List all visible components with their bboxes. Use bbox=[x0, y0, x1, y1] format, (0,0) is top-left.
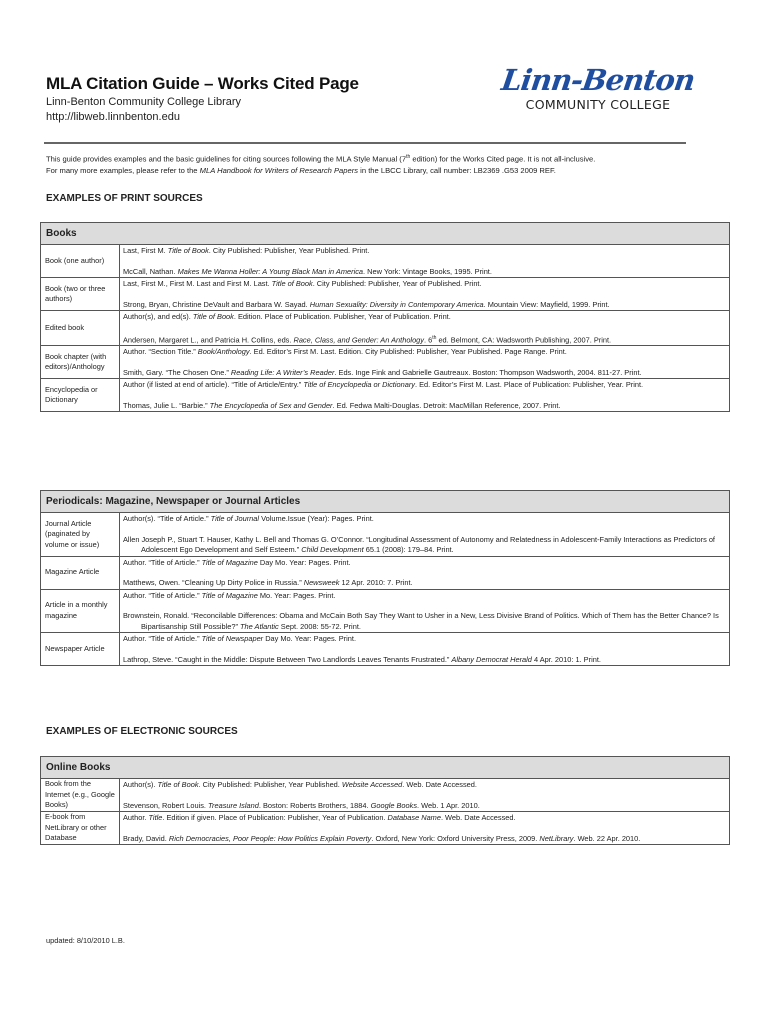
example-segment: Rich Democracies, Poor People: How Politics Explain Poverty bbox=[168, 833, 372, 843]
section-heading-print: EXAMPLES OF PRINT SOURCES bbox=[46, 193, 203, 204]
example-segment: . Oxford, New York: Oxford University Press, 2009. bbox=[371, 833, 540, 843]
example-segment: NetLibrary bbox=[539, 833, 574, 843]
citation-format bbox=[123, 347, 726, 358]
citation-format bbox=[123, 780, 726, 791]
citation-cell bbox=[120, 278, 730, 311]
source-type-label: Encyclopedia or Dictionary bbox=[41, 379, 120, 412]
citation-example bbox=[123, 333, 726, 346]
logo-script-text: Linn-Benton bbox=[499, 63, 697, 97]
format-segment: Title bbox=[148, 813, 163, 822]
example-segment: Thomas, Julie L. “Barbie.” bbox=[123, 400, 210, 410]
example-segment: The Atlantic bbox=[240, 621, 279, 631]
format-segment: . Web. Date Accessed. bbox=[402, 780, 477, 789]
example-segment: Brady, David. bbox=[123, 833, 169, 843]
citation-format bbox=[123, 312, 726, 323]
citation-format bbox=[123, 591, 726, 602]
updated-note: updated: 8/10/2010 L.B. bbox=[46, 936, 125, 945]
citation-example bbox=[123, 801, 726, 812]
format-segment: Author. bbox=[123, 813, 149, 822]
format-segment: Day Mo. Year: Pages. Print. bbox=[257, 557, 351, 567]
table-row bbox=[41, 346, 730, 379]
example-segment: Reading Life: A Writer’s Reader bbox=[230, 367, 335, 377]
example-segment: 4 Apr. 2010: 1. Print. bbox=[531, 654, 601, 664]
table-title: Periodicals: Magazine, Newspaper or Journal Articles bbox=[41, 491, 730, 513]
page-title: MLA Citation Guide – Works Cited Page bbox=[46, 74, 359, 93]
source-type-label: Book from the Internet (e.g., Google Books) bbox=[41, 779, 120, 812]
example-segment: . Web. 1 Apr. 2010. bbox=[417, 800, 480, 810]
college-logo bbox=[498, 64, 698, 126]
citation-example bbox=[123, 611, 726, 632]
table-row bbox=[41, 589, 730, 633]
format-segment: Author. “Title of Article.” bbox=[123, 557, 202, 567]
example-segment: Stevenson, Robert Louis. bbox=[123, 800, 209, 810]
format-segment: Author(s). “Title of Article.” bbox=[123, 514, 211, 523]
citation-format bbox=[123, 279, 726, 290]
library-url[interactable]: http://libweb.linnbenton.edu bbox=[46, 111, 180, 123]
source-type-label: Book chapter (with editors)/Anthology bbox=[41, 346, 120, 379]
format-segment: . City Published: Publisher, Year Published. bbox=[198, 780, 342, 789]
citation-format bbox=[123, 634, 726, 645]
example-segment: . New York: Vintage Books, 1995. Print. bbox=[363, 266, 492, 276]
citation-cell bbox=[120, 812, 730, 845]
table-row bbox=[41, 278, 730, 311]
format-segment: Title of Encyclopedia or Dictionary bbox=[303, 380, 415, 390]
library-name: Linn-Benton Community College Library bbox=[46, 96, 242, 108]
citation-cell bbox=[120, 589, 730, 633]
example-segment: . Ed. Fedwa Malti-Douglas. Detroit: MacMillan Reference, 2007. Print. bbox=[332, 400, 561, 410]
citation-format bbox=[123, 558, 726, 569]
example-segment: . Web. 22 Apr. 2010. bbox=[573, 833, 641, 843]
format-segment: Author. “Title of Article.” bbox=[123, 590, 202, 600]
source-type-label: Magazine Article bbox=[41, 556, 120, 589]
header-divider bbox=[44, 142, 686, 144]
example-segment: . Boston: Roberts Brothers, 1884. bbox=[258, 800, 371, 810]
table-title: Online Books bbox=[41, 757, 730, 779]
citation-example bbox=[123, 578, 726, 589]
example-segment: Brownstein, Ronald. “Reconcilable Differences: Obama and McCain Both Say They Want to Usher in a New, Less Divisive Brand of Politics. Which of Them has the Better Chance? Is Bipartisanship Still Possible?” bbox=[123, 611, 719, 631]
example-segment: th bbox=[432, 334, 437, 341]
intro-line-1: This guide provides examples and the basic guidelines for citing sources following the MLA Style Manual (7th edition) for the Works Cited page. It is not all-inclusive. bbox=[46, 154, 596, 164]
citation-cell bbox=[120, 556, 730, 589]
source-type-label: Newspaper Article bbox=[41, 633, 120, 666]
citation-example bbox=[123, 401, 726, 412]
citation-cell bbox=[120, 779, 730, 812]
citation-format bbox=[123, 813, 726, 824]
example-segment: . Eds. Inge Fink and Gabrielle Gautreaux. Boston: Thompson Wadsworth, 2004. 811-27. Print. bbox=[334, 367, 642, 377]
format-segment: . Edition. Place of Publication. Publisher, Year of Publication. Print. bbox=[233, 312, 451, 321]
format-segment: Author. “Title of Article.” bbox=[123, 634, 202, 643]
example-segment: Albany Democrat Herald bbox=[451, 654, 532, 664]
table-online-books bbox=[40, 756, 730, 845]
example-segment: Sept. 2008: 55-72. Print. bbox=[278, 621, 361, 631]
table-row bbox=[41, 379, 730, 412]
format-segment: Book/Anthology bbox=[197, 347, 250, 357]
citation-cell bbox=[120, 346, 730, 379]
format-segment: Title of Journal bbox=[210, 514, 260, 523]
section-heading-electronic: EXAMPLES OF ELECTRONIC SOURCES bbox=[46, 726, 238, 737]
citation-example bbox=[123, 267, 726, 278]
table-row bbox=[41, 556, 730, 589]
example-segment: Child Development bbox=[301, 545, 364, 554]
format-segment: Title of Book bbox=[167, 246, 209, 255]
logo-subtitle: COMMUNITY COLLEGE bbox=[525, 97, 671, 112]
example-segment: Matthews, Owen. “Cleaning Up Dirty Police in Russia.” bbox=[123, 578, 304, 587]
example-segment: Makes Me Wanna Holler: A Young Black Man in America bbox=[177, 266, 364, 276]
table-title: Books bbox=[41, 223, 730, 245]
format-segment: . City Published: Publisher, Year of Published. Print. bbox=[312, 279, 482, 288]
intro-text bbox=[46, 152, 746, 176]
format-segment: Title of Book bbox=[157, 780, 199, 789]
example-segment: Lathrop, Steve. “Caught in the Middle: Dispute Between Two Landlords Leaves Tenants Frustrated.” bbox=[123, 654, 452, 664]
citation-format bbox=[123, 246, 726, 257]
source-type-label: Journal Article (paginated by volume or issue) bbox=[41, 513, 120, 557]
format-segment: Database Name bbox=[387, 813, 441, 822]
example-segment: ed. Belmont, CA: Wadsworth Publishing, 2007. Print. bbox=[436, 334, 612, 344]
format-segment: Author(s). bbox=[123, 780, 158, 789]
format-segment: Last, First M. bbox=[123, 246, 168, 255]
format-segment: . Web. Date Accessed. bbox=[440, 813, 516, 822]
example-segment: . 6 bbox=[424, 334, 433, 344]
format-segment: Title of Book bbox=[271, 279, 313, 288]
table-row bbox=[41, 513, 730, 557]
citation-example bbox=[123, 535, 726, 556]
citation-example bbox=[123, 834, 726, 845]
source-type-label: E-book from NetLibrary or other Database bbox=[41, 812, 120, 845]
format-segment: Title of Book bbox=[192, 312, 234, 321]
format-segment: Volume.Issue (Year): Pages. Print. bbox=[259, 514, 374, 523]
table-books bbox=[40, 222, 730, 412]
citation-cell bbox=[120, 513, 730, 557]
format-segment: Mo. Year: Pages. Print. bbox=[257, 590, 336, 600]
example-segment: Newsweek bbox=[303, 578, 340, 587]
format-segment: Author (if listed at end of article). “Title of Article/Entry.” bbox=[123, 380, 304, 390]
citation-example bbox=[123, 300, 726, 311]
intro-line-2: For many more examples, please refer to the MLA Handbook for Writers of Research Papers in the LBCC Library, call number: LB2369 .G53 2009 REF. bbox=[46, 165, 556, 175]
citation-cell bbox=[120, 311, 730, 346]
example-segment: Race, Class, and Gender: An Anthology bbox=[293, 334, 424, 344]
citation-example bbox=[123, 655, 726, 666]
example-segment: Google Books bbox=[370, 800, 418, 810]
format-segment: Title of Magazine bbox=[201, 590, 258, 600]
table-row bbox=[41, 779, 730, 812]
source-type-label: Edited book bbox=[41, 311, 120, 346]
example-segment: Allen Joseph P., Stuart T. Hauser, Kathy L. Bell and Thomas G. O’Connor. “Longitudinal Assessment of Autonomy and Relatedness in Adolescent-Family Interactions as Predictors of Adolescent Ego Development and Self Esteem.” bbox=[123, 534, 715, 554]
format-segment: Website Accessed bbox=[341, 780, 403, 789]
format-segment: Day Mo. Year: Pages. Print. bbox=[263, 634, 356, 643]
format-segment: . Ed. Editor’s First M. Last. Place of Publication: Publisher, Year. Print. bbox=[414, 380, 644, 390]
source-type-label: Book (two or three authors) bbox=[41, 278, 120, 311]
example-segment: 12 Apr. 2010: 7. Print. bbox=[339, 578, 413, 587]
format-segment: Title of Newspaper bbox=[201, 634, 264, 643]
source-type-label: Book (one author) bbox=[41, 245, 120, 278]
table-row bbox=[41, 812, 730, 845]
table-row bbox=[41, 245, 730, 278]
format-segment: Last, First M., First M. Last and First M. Last. bbox=[123, 279, 272, 288]
format-segment: . City Published: Publisher, Year Published. Print. bbox=[208, 246, 370, 255]
example-segment: Strong, Bryan, Christine DeVault and Barbara W. Sayad. bbox=[123, 299, 310, 309]
example-segment: Smith, Gary. “The Chosen One.” bbox=[123, 367, 231, 377]
example-segment: . Mountain View: Mayfield, 1999. Print. bbox=[483, 299, 610, 309]
table-periodicals bbox=[40, 490, 730, 666]
citation-cell bbox=[120, 245, 730, 278]
format-segment: . Ed. Editor’s First M. Last. Edition. City Published: Publisher, Year Published. Page Range. Print. bbox=[249, 347, 567, 357]
format-segment: Title of Magazine bbox=[201, 557, 258, 567]
example-segment: Human Sexuality: Diversity in Contemporary America bbox=[309, 299, 484, 309]
citation-format bbox=[123, 380, 726, 391]
example-segment: Andersen, Margaret L., and Patricia H. Collins, eds. bbox=[123, 334, 294, 344]
citation-format bbox=[123, 514, 726, 525]
source-type-label: Article in a monthly magazine bbox=[41, 589, 120, 633]
example-segment: McCall, Nathan. bbox=[123, 266, 178, 276]
example-segment: Treasure Island bbox=[208, 800, 259, 810]
example-segment: The Encyclopedia of Sex and Gender bbox=[209, 400, 333, 410]
citation-cell bbox=[120, 633, 730, 666]
citation-cell bbox=[120, 379, 730, 412]
format-segment: Author(s), and ed(s). bbox=[123, 312, 193, 321]
format-segment: . Edition if given. Place of Publication: Publisher, Year of Publication. bbox=[162, 813, 388, 822]
citation-example bbox=[123, 368, 726, 379]
format-segment: Author. “Section Title.” bbox=[123, 347, 198, 357]
table-row bbox=[41, 311, 730, 346]
example-segment: 65.1 (2008): 179–84. Print. bbox=[363, 545, 454, 554]
table-row bbox=[41, 633, 730, 666]
